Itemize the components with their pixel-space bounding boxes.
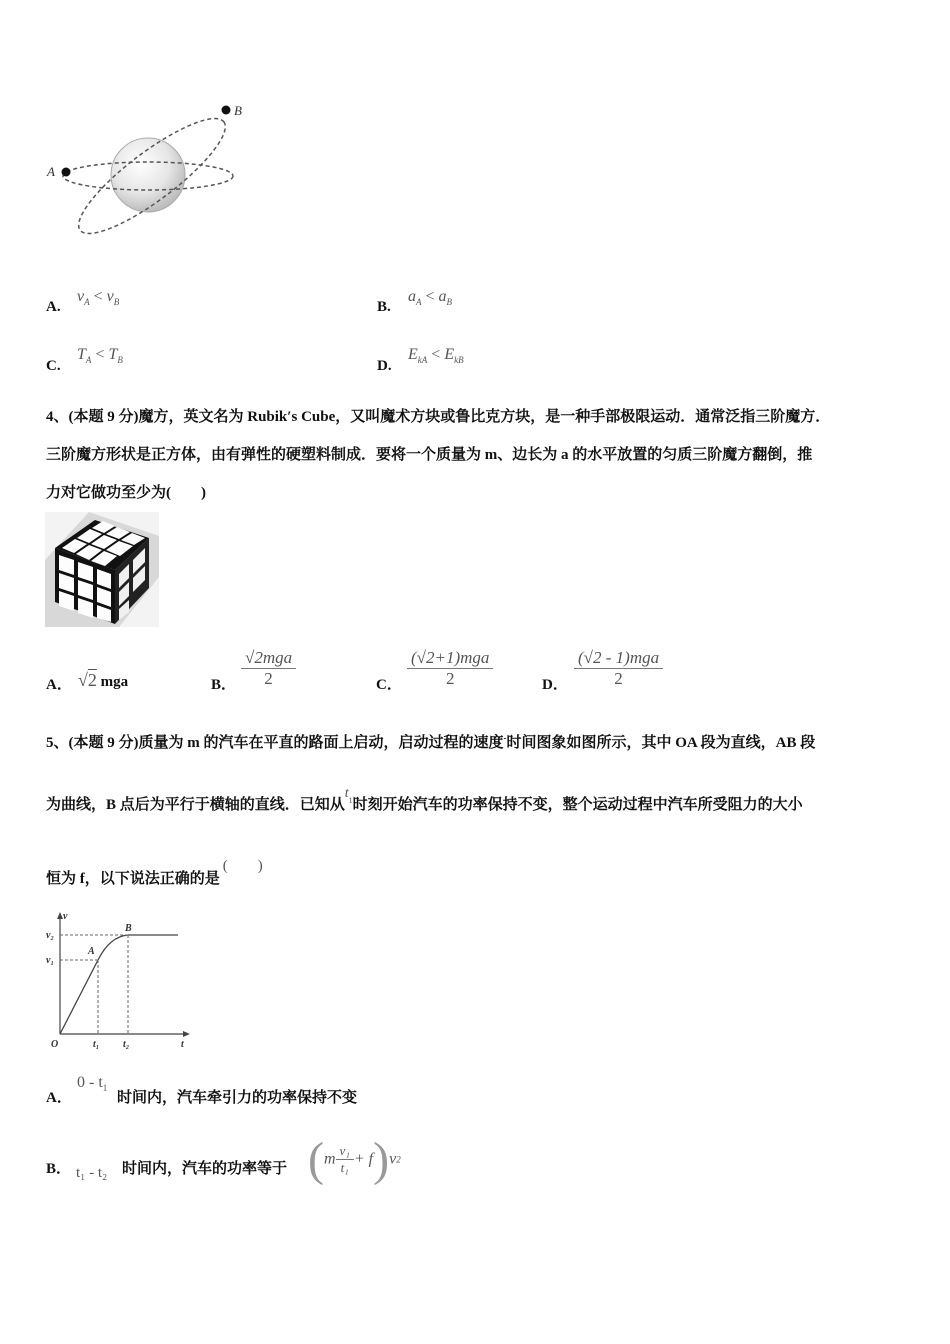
option-formula: $0 - t_1$ — [77, 1074, 108, 1094]
label-t: t — [181, 1039, 184, 1050]
orbit-figure — [40, 96, 255, 256]
q4-option-c[interactable] — [376, 648, 526, 698]
option-letter: D． — [542, 677, 568, 693]
option-formula: $a_A < a_B$ — [408, 288, 453, 308]
option-letter: B． — [46, 1161, 72, 1177]
q4-option-d[interactable] — [542, 648, 692, 698]
option-formula: (m $\frac{\text{v₁}}{\text{t₁}}$ + f)v2 — [308, 1133, 401, 1186]
q5-line-1: 5、(本题 9 分)质量为 m 的汽车在平直的路面上启动，启动过程的速度-时间图象如图所示，其中 OA 段为直线，AB 段 — [46, 733, 816, 751]
q5-line-3: 恒为 f，以下说法正确的是( ) — [46, 858, 263, 887]
satellite-b — [222, 106, 231, 115]
option-range: t₁ - t₂ — [76, 1165, 108, 1181]
label-t2: t₂ — [123, 1039, 130, 1050]
q5-option-b[interactable] — [46, 1132, 466, 1192]
option-text: 时间内，汽车牵引力的功率保持不变 — [117, 1090, 358, 1106]
label-t1: t₁ — [93, 1039, 100, 1050]
q5-option-a[interactable] — [46, 1074, 446, 1104]
q4-line-3: 力对它做功至少为( ) — [46, 485, 206, 501]
q5-line-2: 为曲线，B 点后为平行于横轴的直线．已知从$t_1$时刻开始汽车的功率保持不变，整个运动过程中汽车所受阻力的大小 — [46, 786, 803, 813]
label-v: v — [63, 911, 68, 922]
option-formula: $v_A < v_B$ — [77, 288, 120, 308]
option-letter: D. — [377, 358, 392, 374]
q4-line-1: 4、(本题 9 分)魔方，英文名为 Rubik′s Cube，又叫魔术方块或鲁比克方块，是一种手部极限运动．通常泛指三阶魔方． — [46, 409, 831, 425]
q3-option-d[interactable] — [377, 346, 677, 380]
q4-option-a[interactable] — [46, 668, 196, 698]
q3-option-c[interactable] — [46, 346, 346, 380]
option-letter: A． — [46, 677, 72, 693]
option-formula: $E_{kA} < E_{kB}$ — [408, 346, 464, 366]
label-v2: v₂ — [46, 930, 54, 941]
option-formula: (√2 - 1)mga 2 — [574, 648, 663, 689]
q4-option-b[interactable] — [211, 648, 361, 698]
option-text: 时间内，汽车的功率等于 — [122, 1161, 288, 1177]
option-letter: A． — [46, 1090, 72, 1106]
rubiks-cube-image — [45, 512, 159, 627]
label-b: B — [234, 103, 242, 118]
option-letter: C． — [376, 677, 402, 693]
option-formula: (√2+1)mga 2 — [407, 648, 493, 689]
option-letter: C. — [46, 358, 61, 374]
label-o: O — [51, 1039, 59, 1050]
option-letter: B. — [377, 299, 391, 315]
label-point-b: B — [125, 923, 132, 934]
label-point-a: A — [88, 946, 95, 957]
option-letter: A. — [46, 299, 61, 315]
option-formula: √2 mga — [78, 670, 129, 690]
velocity-time-graph — [44, 908, 194, 1053]
vt-curve — [60, 935, 178, 1034]
q3-option-b[interactable] — [377, 288, 677, 322]
q4-line-2: 三阶魔方形状是正方体，由有弹性的硬塑料制成．要将一个质量为 m、边长为 a 的水平放置的匀质三阶魔方翻倒，推 — [46, 447, 813, 463]
option-formula: √2mga 2 — [241, 648, 296, 689]
label-v1: v₁ — [46, 955, 54, 966]
satellite-a — [62, 168, 71, 177]
option-formula: $T_A < T_B$ — [77, 346, 123, 366]
option-letter: B． — [211, 677, 237, 693]
label-a: A — [47, 164, 55, 179]
q3-option-a[interactable] — [46, 288, 346, 322]
